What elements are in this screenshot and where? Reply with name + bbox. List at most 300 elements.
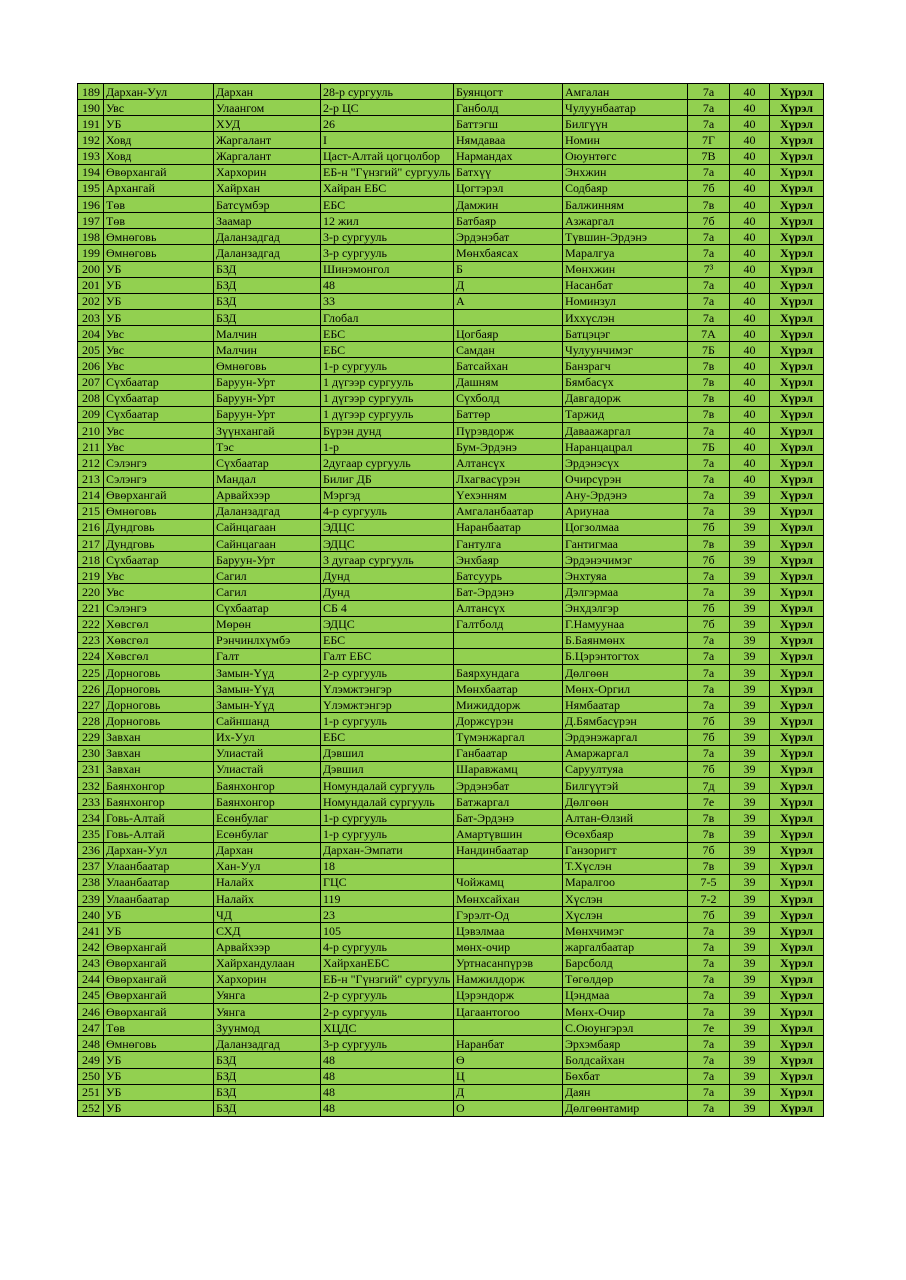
row-number: 228 (78, 713, 104, 729)
sum-cell: БЗД (214, 1084, 321, 1100)
table-row (78, 229, 824, 245)
medal-cell: Хүрэл (770, 971, 824, 987)
row-number: 218 (78, 552, 104, 568)
school-cell: 48 (321, 1100, 454, 1116)
score-cell: 39 (730, 729, 770, 745)
class-cell: 7в (688, 374, 730, 390)
given-name-cell: Билгүүн (563, 116, 688, 132)
surname-cell: мөнх-очир (454, 939, 563, 955)
given-name-cell: Банзрагч (563, 358, 688, 374)
surname-cell: Нямдаваа (454, 132, 563, 148)
given-name-cell: Мөнх-Очир (563, 1004, 688, 1020)
medal-cell: Хүрэл (770, 713, 824, 729)
score-cell: 40 (730, 293, 770, 309)
table-row (78, 374, 824, 390)
medal-cell: Хүрэл (770, 422, 824, 438)
sum-cell: Улиастай (214, 745, 321, 761)
score-cell: 39 (730, 842, 770, 858)
surname-cell: Алтансүх (454, 600, 563, 616)
class-cell: 7а (688, 229, 730, 245)
row-number: 200 (78, 261, 104, 277)
school-cell: 1-р сургууль (321, 358, 454, 374)
surname-cell: О (454, 1100, 563, 1116)
sum-cell: Есөнбулаг (214, 826, 321, 842)
table-row (78, 164, 824, 180)
school-cell: 48 (321, 1052, 454, 1068)
row-number: 231 (78, 761, 104, 777)
medal-cell: Хүрэл (770, 1084, 824, 1100)
school-cell: Билиг ДБ (321, 471, 454, 487)
sum-cell: Есөнбулаг (214, 810, 321, 826)
school-cell: 4-р сургууль (321, 939, 454, 955)
given-name-cell: Гантигмаа (563, 535, 688, 551)
school-cell: ЕБ-н "Гүнзгий" сургууль (321, 971, 454, 987)
medal-cell: Хүрэл (770, 1020, 824, 1036)
surname-cell: Нармандах (454, 148, 563, 164)
medal-cell: Хүрэл (770, 245, 824, 261)
class-cell: 7б (688, 616, 730, 632)
school-cell: 3-р сургууль (321, 229, 454, 245)
table-row (78, 778, 824, 794)
given-name-cell: Энхжин (563, 164, 688, 180)
given-name-cell: Эрдэнэсүх (563, 455, 688, 471)
class-cell: 7б (688, 519, 730, 535)
class-cell: 7а (688, 455, 730, 471)
row-number: 240 (78, 907, 104, 923)
surname-cell: А (454, 293, 563, 309)
surname-cell: Баярхундага (454, 665, 563, 681)
sum-cell: Жаргалант (214, 148, 321, 164)
medal-cell: Хүрэл (770, 584, 824, 600)
aimag-cell: Сэлэнгэ (104, 600, 214, 616)
surname-cell: Эрдэнэбат (454, 229, 563, 245)
table-row (78, 439, 824, 455)
given-name-cell: Наранцацрал (563, 439, 688, 455)
table-row (78, 842, 824, 858)
aimag-cell: Завхан (104, 761, 214, 777)
table-row (78, 277, 824, 293)
surname-cell (454, 1020, 563, 1036)
sum-cell: Сайнцагаан (214, 535, 321, 551)
school-cell: Цаст-Алтай цогцолбор (321, 148, 454, 164)
aimag-cell: Өвөрхангай (104, 987, 214, 1003)
table-row (78, 665, 824, 681)
given-name-cell: Очирсүрэн (563, 471, 688, 487)
aimag-cell: Төв (104, 213, 214, 229)
given-name-cell: Д.Бямбасүрэн (563, 713, 688, 729)
score-cell: 40 (730, 164, 770, 180)
aimag-cell: Увс (104, 326, 214, 342)
class-cell: 7в (688, 535, 730, 551)
table-row (78, 552, 824, 568)
row-number: 244 (78, 971, 104, 987)
score-cell: 39 (730, 487, 770, 503)
sum-cell: Баянхонгор (214, 778, 321, 794)
table-row (78, 874, 824, 890)
medal-cell: Хүрэл (770, 326, 824, 342)
medal-cell: Хүрэл (770, 648, 824, 664)
aimag-cell: Увс (104, 568, 214, 584)
table-row (78, 100, 824, 116)
aimag-cell: УБ (104, 923, 214, 939)
sum-cell: БЗД (214, 293, 321, 309)
school-cell: Номундалай сургууль (321, 794, 454, 810)
given-name-cell: Өсөхбаяр (563, 826, 688, 842)
given-name-cell: Алтан-Өлзий (563, 810, 688, 826)
medal-cell: Хүрэл (770, 1100, 824, 1116)
given-name-cell: Түвшин-Эрдэнэ (563, 229, 688, 245)
table-row (78, 858, 824, 874)
medal-cell: Хүрэл (770, 907, 824, 923)
class-cell: 7а (688, 116, 730, 132)
sum-cell: Арвайхээр (214, 487, 321, 503)
school-cell: 12 жил (321, 213, 454, 229)
surname-cell: Чойжамц (454, 874, 563, 890)
given-name-cell: Энхдэлгэр (563, 600, 688, 616)
score-cell: 39 (730, 535, 770, 551)
sum-cell: Баруун-Урт (214, 374, 321, 390)
row-number: 247 (78, 1020, 104, 1036)
given-name-cell: Азжаргал (563, 213, 688, 229)
given-name-cell: Дөлгөөн (563, 794, 688, 810)
surname-cell: Д (454, 277, 563, 293)
score-cell: 40 (730, 100, 770, 116)
given-name-cell: Номин (563, 132, 688, 148)
table-row (78, 180, 824, 196)
sum-cell: Заамар (214, 213, 321, 229)
class-cell: 7а (688, 1004, 730, 1020)
class-cell: 7а (688, 1084, 730, 1100)
score-cell: 40 (730, 342, 770, 358)
row-number: 245 (78, 987, 104, 1003)
sum-cell: Их-Уул (214, 729, 321, 745)
score-cell: 39 (730, 1036, 770, 1052)
medal-cell: Хүрэл (770, 874, 824, 890)
table-row (78, 1068, 824, 1084)
table-row (78, 116, 824, 132)
class-cell: 7а (688, 1052, 730, 1068)
row-number: 219 (78, 568, 104, 584)
given-name-cell: Т.Хүслэн (563, 858, 688, 874)
score-cell: 40 (730, 326, 770, 342)
given-name-cell: Хүслэн (563, 907, 688, 923)
row-number: 193 (78, 148, 104, 164)
medal-cell: Хүрэл (770, 858, 824, 874)
aimag-cell: Дундговь (104, 535, 214, 551)
class-cell: 7а (688, 584, 730, 600)
aimag-cell: Хөвсгөл (104, 632, 214, 648)
class-cell: 7а (688, 1036, 730, 1052)
table-row (78, 1020, 824, 1036)
sum-cell: Рэнчинлхүмбэ (214, 632, 321, 648)
sum-cell: Мөрөн (214, 616, 321, 632)
class-cell: 7е (688, 1020, 730, 1036)
surname-cell: Буянцогт (454, 84, 563, 100)
table-row (78, 955, 824, 971)
score-cell: 40 (730, 196, 770, 212)
class-cell: 7а (688, 955, 730, 971)
sum-cell: Сагил (214, 584, 321, 600)
surname-cell: Түмэнжаргал (454, 729, 563, 745)
school-cell: 2-р сургууль (321, 665, 454, 681)
given-name-cell: Маралгоо (563, 874, 688, 890)
row-number: 224 (78, 648, 104, 664)
table-row (78, 761, 824, 777)
class-cell: 7а (688, 503, 730, 519)
aimag-cell: Говь-Алтай (104, 826, 214, 842)
given-name-cell: Дөлгөөн (563, 665, 688, 681)
surname-cell: Цогтэрэл (454, 180, 563, 196)
school-cell: 28-р сургууль (321, 84, 454, 100)
aimag-cell: Архангай (104, 180, 214, 196)
class-cell: 7В (688, 148, 730, 164)
surname-cell: Ц (454, 1068, 563, 1084)
surname-cell: Мижиддорж (454, 697, 563, 713)
class-cell: 7б (688, 600, 730, 616)
aimag-cell: Увс (104, 584, 214, 600)
score-cell: 40 (730, 455, 770, 471)
given-name-cell: Бямбасүх (563, 374, 688, 390)
class-cell: 7Г (688, 132, 730, 148)
school-cell: ЕБС (321, 326, 454, 342)
school-cell: ЕБС (321, 196, 454, 212)
table-row (78, 245, 824, 261)
surname-cell: Бат-Эрдэнэ (454, 810, 563, 826)
row-number: 221 (78, 600, 104, 616)
school-cell: ЕБС (321, 342, 454, 358)
surname-cell (454, 648, 563, 664)
school-cell: 119 (321, 891, 454, 907)
surname-cell: Самдан (454, 342, 563, 358)
row-number: 241 (78, 923, 104, 939)
school-cell: 33 (321, 293, 454, 309)
school-cell: 23 (321, 907, 454, 923)
table-row (78, 939, 824, 955)
row-number: 229 (78, 729, 104, 745)
surname-cell: Пүрэвдорж (454, 422, 563, 438)
table-row (78, 745, 824, 761)
aimag-cell: Увс (104, 422, 214, 438)
sum-cell: Малчин (214, 326, 321, 342)
class-cell: 7б (688, 761, 730, 777)
row-number: 194 (78, 164, 104, 180)
table-row (78, 309, 824, 325)
score-cell: 40 (730, 374, 770, 390)
given-name-cell: Мөнхчимэг (563, 923, 688, 939)
table-row (78, 632, 824, 648)
school-cell: 105 (321, 923, 454, 939)
sum-cell: Өмнөговь (214, 358, 321, 374)
aimag-cell: УБ (104, 309, 214, 325)
score-cell: 39 (730, 616, 770, 632)
score-cell: 39 (730, 923, 770, 939)
aimag-cell: Дархан-Уул (104, 84, 214, 100)
medal-cell: Хүрэл (770, 84, 824, 100)
school-cell: ЭДЦС (321, 519, 454, 535)
medal-cell: Хүрэл (770, 342, 824, 358)
sum-cell: Тэс (214, 439, 321, 455)
row-number: 208 (78, 390, 104, 406)
class-cell: 7а (688, 487, 730, 503)
score-cell: 39 (730, 745, 770, 761)
medal-cell: Хүрэл (770, 842, 824, 858)
table-row (78, 616, 824, 632)
sum-cell: Галт (214, 648, 321, 664)
table-row (78, 1004, 824, 1020)
sum-cell: Зүүнхангай (214, 422, 321, 438)
medal-cell: Хүрэл (770, 729, 824, 745)
class-cell: 7а (688, 568, 730, 584)
score-cell: 39 (730, 907, 770, 923)
aimag-cell: Сүхбаатар (104, 374, 214, 390)
score-cell: 40 (730, 229, 770, 245)
class-cell: 7а (688, 84, 730, 100)
aimag-cell: Хөвсгөл (104, 648, 214, 664)
row-number: 220 (78, 584, 104, 600)
surname-cell: Мөнхсайхан (454, 891, 563, 907)
given-name-cell: Оюунтөгс (563, 148, 688, 164)
aimag-cell: УБ (104, 1068, 214, 1084)
school-cell: Шинэмонгол (321, 261, 454, 277)
aimag-cell: Өмнөговь (104, 503, 214, 519)
sum-cell: ХУД (214, 116, 321, 132)
sum-cell: БЗД (214, 1052, 321, 1068)
surname-cell: Батжаргал (454, 794, 563, 810)
table-row (78, 584, 824, 600)
score-cell: 40 (730, 309, 770, 325)
school-cell: ЭДЦС (321, 616, 454, 632)
aimag-cell: Дорноговь (104, 713, 214, 729)
class-cell: 7а (688, 665, 730, 681)
surname-cell: Сүхболд (454, 390, 563, 406)
medal-cell: Хүрэл (770, 761, 824, 777)
score-cell: 39 (730, 858, 770, 874)
medal-cell: Хүрэл (770, 358, 824, 374)
table-row (78, 293, 824, 309)
given-name-cell: С.Оюунгэрэл (563, 1020, 688, 1036)
school-cell: 48 (321, 277, 454, 293)
surname-cell: Гэрэлт-Од (454, 907, 563, 923)
sum-cell: Сүхбаатар (214, 600, 321, 616)
school-cell: Дунд (321, 568, 454, 584)
medal-cell: Хүрэл (770, 600, 824, 616)
table-row (78, 681, 824, 697)
sum-cell: Дархан (214, 842, 321, 858)
medal-cell: Хүрэл (770, 568, 824, 584)
table-row (78, 358, 824, 374)
given-name-cell: Даваажаргал (563, 422, 688, 438)
given-name-cell: Маралгуа (563, 245, 688, 261)
surname-cell (454, 309, 563, 325)
table-row (78, 148, 824, 164)
given-name-cell: Цэндмаа (563, 987, 688, 1003)
sum-cell: БЗД (214, 1100, 321, 1116)
school-cell: ХайрханЕБС (321, 955, 454, 971)
surname-cell (454, 858, 563, 874)
given-name-cell: Ариунаа (563, 503, 688, 519)
medal-cell: Хүрэл (770, 406, 824, 422)
medal-cell: Хүрэл (770, 552, 824, 568)
score-cell: 39 (730, 665, 770, 681)
class-cell: 7в (688, 810, 730, 826)
aimag-cell: Увс (104, 100, 214, 116)
medal-cell: Хүрэл (770, 955, 824, 971)
medal-cell: Хүрэл (770, 1052, 824, 1068)
school-cell: Номундалай сургууль (321, 778, 454, 794)
school-cell: Дэвшил (321, 745, 454, 761)
row-number: 210 (78, 422, 104, 438)
surname-cell: Уртнасанпүрэв (454, 955, 563, 971)
aimag-cell: Говь-Алтай (104, 810, 214, 826)
row-number: 230 (78, 745, 104, 761)
row-number: 215 (78, 503, 104, 519)
school-cell: 18 (321, 858, 454, 874)
school-cell: 1 дүгээр сургууль (321, 406, 454, 422)
surname-cell: Б (454, 261, 563, 277)
row-number: 202 (78, 293, 104, 309)
aimag-cell: Өвөрхангай (104, 955, 214, 971)
table-row (78, 326, 824, 342)
school-cell: ЕБ-н "Гүнзгий" сургууль (321, 164, 454, 180)
table-row (78, 261, 824, 277)
row-number: 198 (78, 229, 104, 245)
class-cell: 7б (688, 842, 730, 858)
surname-cell: Мөнхбаатар (454, 681, 563, 697)
table-row (78, 729, 824, 745)
sum-cell: Хан-Уул (214, 858, 321, 874)
school-cell: Дунд (321, 584, 454, 600)
given-name-cell: Ганзоригт (563, 842, 688, 858)
surname-cell: Амгаланбаатар (454, 503, 563, 519)
row-number: 216 (78, 519, 104, 535)
score-cell: 40 (730, 213, 770, 229)
class-cell: 7а (688, 939, 730, 955)
row-number: 195 (78, 180, 104, 196)
aimag-cell: Баянхонгор (104, 778, 214, 794)
school-cell: 48 (321, 1084, 454, 1100)
class-cell: 7а (688, 309, 730, 325)
score-cell: 39 (730, 1020, 770, 1036)
table-row (78, 342, 824, 358)
medal-cell: Хүрэл (770, 939, 824, 955)
aimag-cell: Дорноговь (104, 697, 214, 713)
sum-cell: Жаргалант (214, 132, 321, 148)
class-cell: 7а (688, 632, 730, 648)
sum-cell: Баруун-Урт (214, 406, 321, 422)
aimag-cell: Өвөрхангай (104, 164, 214, 180)
school-cell: 2-р сургууль (321, 1004, 454, 1020)
school-cell: 4-р сургууль (321, 503, 454, 519)
class-cell: 7б (688, 729, 730, 745)
aimag-cell: Улаанбаатар (104, 874, 214, 890)
medal-cell: Хүрэл (770, 1068, 824, 1084)
sum-cell: Уянга (214, 1004, 321, 1020)
row-number: 199 (78, 245, 104, 261)
table-row (78, 132, 824, 148)
table-row (78, 406, 824, 422)
surname-cell: Ганболд (454, 100, 563, 116)
sum-cell: Хайрхандулаан (214, 955, 321, 971)
school-cell: 1 дүгээр сургууль (321, 390, 454, 406)
given-name-cell: жаргалбаатар (563, 939, 688, 955)
medal-cell: Хүрэл (770, 487, 824, 503)
aimag-cell: УБ (104, 1052, 214, 1068)
class-cell: 7а (688, 245, 730, 261)
sum-cell: Баянхонгор (214, 794, 321, 810)
table-row (78, 794, 824, 810)
school-cell: 2-р ЦС (321, 100, 454, 116)
class-cell: 7а (688, 648, 730, 664)
